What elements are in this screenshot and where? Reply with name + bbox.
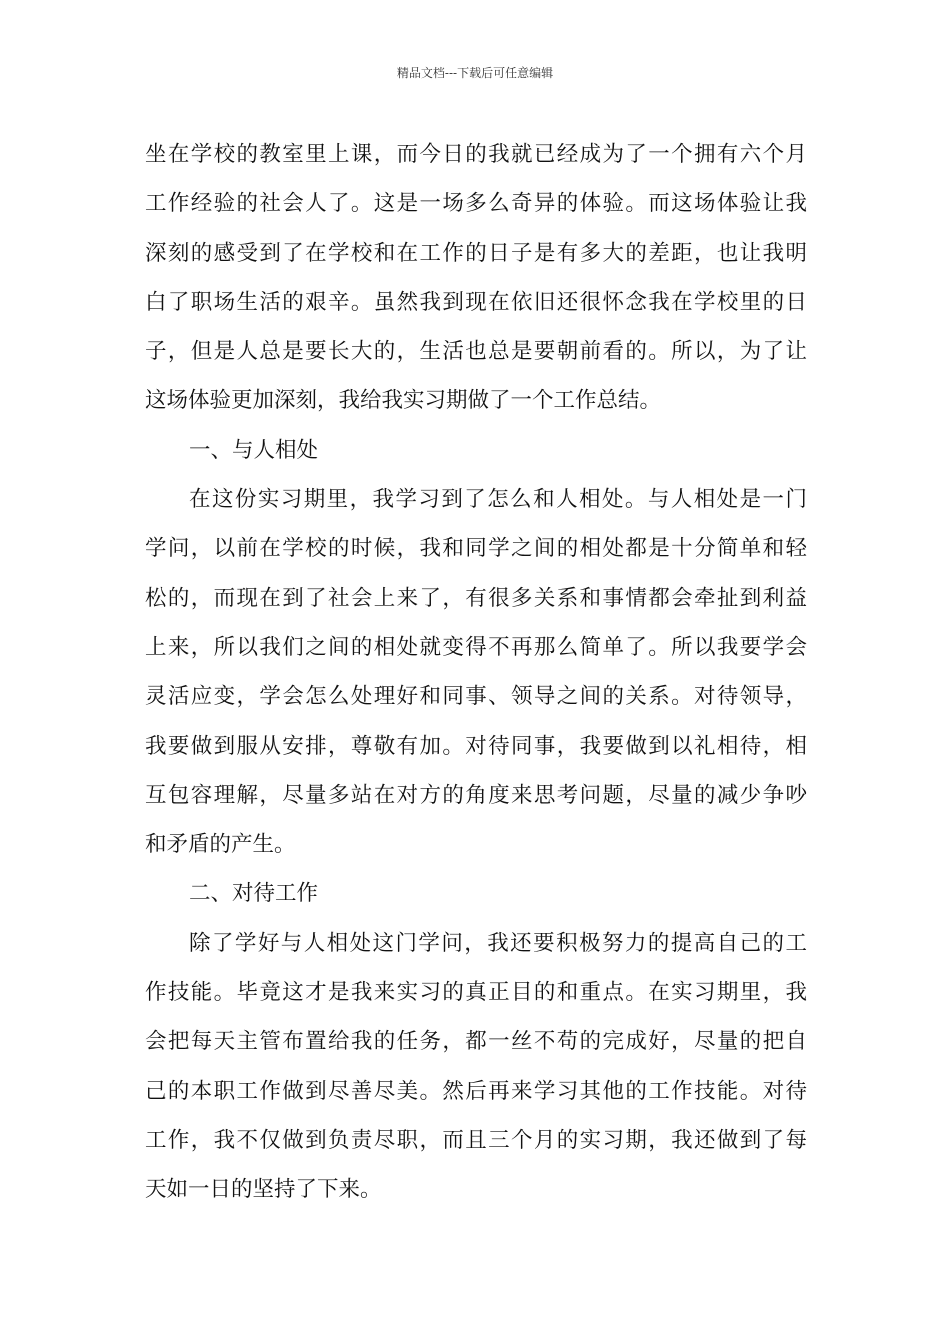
paragraph-line: 作技能。毕竟这才是我来实习的真正目的和重点。在实习期里，我 <box>145 980 807 1006</box>
paragraph-line: 在这份实习期里，我学习到了怎么和人相处。与人相处是一门 <box>189 487 807 513</box>
body-text <box>145 130 807 1215</box>
paragraph-line: 灵活应变，学会怎么处理好和同事、领导之间的关系。对待领导， <box>145 684 807 710</box>
paragraph-line: 坐在学校的教室里上课，而今日的我就已经成为了一个拥有六个月 <box>145 142 807 167</box>
paragraph-line: 工作，我不仅做到负责尽职，而且三个月的实习期，我还做到了每 <box>145 1127 807 1153</box>
paragraph-line: 我要做到服从安排，尊敬有加。对待同事，我要做到以礼相待，相 <box>145 733 807 759</box>
paragraph-line: 子，但是人总是要长大的，生活也总是要朝前看的。所以，为了让 <box>145 339 807 365</box>
paragraph-line: 工作经验的社会人了。这是一场多么奇异的体验。而这场体验让我 <box>145 191 807 217</box>
paragraph-line: 天如一日的坚持了下来。 <box>145 1177 382 1203</box>
section-heading: 一、与人相处 <box>189 437 319 463</box>
paragraph-line: 和矛盾的产生。 <box>145 832 296 858</box>
paragraph-line: 己的本职工作做到尽善尽美。然后再来学习其他的工作技能。对待 <box>145 1078 807 1104</box>
paragraph-line: 深刻的感受到了在学校和在工作的日子是有多大的差距，也让我明 <box>145 240 807 266</box>
section-heading: 二、对待工作 <box>189 881 319 907</box>
paragraph-line: 这场体验更加深刻，我给我实习期做了一个工作总结。 <box>145 388 662 414</box>
page-header: 精品文档---下载后可任意编辑 <box>396 66 554 80</box>
paragraph-line: 互包容理解，尽量多站在对方的角度来思考问题，尽量的减少争吵 <box>145 782 807 808</box>
paragraph-line: 上来，所以我们之间的相处就变得不再那么简单了。所以我要学会 <box>145 634 807 660</box>
paragraph-line: 松的，而现在到了社会上来了，有很多关系和事情都会牵扯到利益 <box>145 585 807 611</box>
paragraph-line: 学问，以前在学校的时候，我和同学之间的相处都是十分简单和轻 <box>145 536 807 562</box>
paragraph-line: 会把每天主管布置给我的任务，都一丝不苟的完成好，尽量的把自 <box>145 1029 807 1055</box>
paragraph-line: 除了学好与人相处这门学问，我还要积极努力的提高自己的工 <box>189 930 807 956</box>
paragraph-line: 白了职场生活的艰辛。虽然我到现在依旧还很怀念我在学校里的日 <box>145 289 807 315</box>
